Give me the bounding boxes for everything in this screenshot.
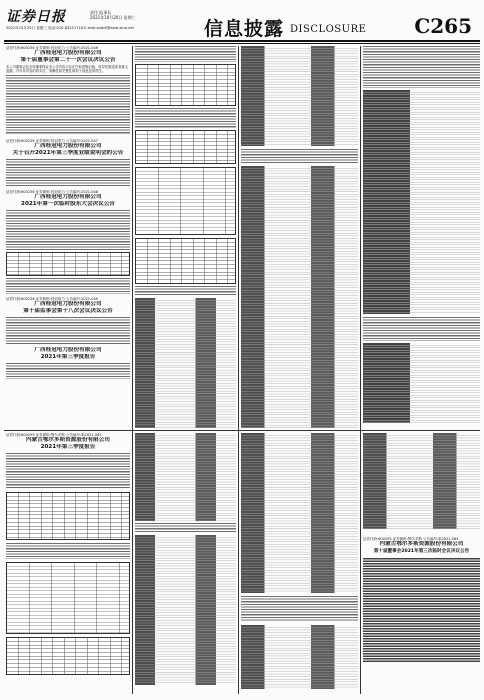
- report-body-text: [135, 46, 236, 62]
- column-1-upper: [6, 46, 130, 428]
- cash-flow-list: [241, 433, 358, 593]
- column-divider: [132, 46, 133, 694]
- shareholder-table: [135, 167, 236, 235]
- announcement-code: 证券代码:600236 证券简称:桂冠电力 公告编号:2021-046: [6, 46, 98, 50]
- announcement-code: 证券代码:600295 证券简称:鄂尔多斯 公告编号:临2021-063: [6, 433, 102, 437]
- page-number: C265: [414, 14, 472, 38]
- balance-sheet-list: [241, 46, 358, 146]
- masthead-small-line: 2021年10月20日 星期三: [90, 15, 136, 20]
- financial-data-table: [135, 130, 236, 164]
- announcement-company: 广西桂冠电力股份有限公司: [34, 347, 102, 353]
- announcement-company: 广西桂冠电力股份有限公司: [34, 301, 102, 307]
- column-3-lower: [241, 433, 358, 695]
- report-body-text: [241, 149, 358, 163]
- announcement-title: 2021年第三季度报告: [40, 444, 96, 450]
- board-notice: 本公司董事会及全体董事保证本公告内容不存在任何虚假记载、误导性陈述或者重大遗漏，并对其内容的真实性、准确性和完整性承担个别及连带责任。: [6, 65, 128, 73]
- announcement-title: 第十届董事会2021年第三次临时会议决议公告: [373, 549, 470, 554]
- report-body-text: [241, 596, 358, 622]
- announcement-title: 第十届董事会第二十一次会议决议公告: [20, 57, 116, 63]
- cash-flow-list: [241, 625, 358, 689]
- financial-data-table: [6, 637, 130, 675]
- balance-sheet-list: [135, 433, 236, 521]
- cash-flow-list: [363, 433, 480, 529]
- financial-data-table: [135, 238, 236, 284]
- announcement-code: 证券代码:600236 证券简称:桂冠电力 公告编号:2021-049: [6, 297, 98, 301]
- column-2-lower: [135, 433, 236, 695]
- announcement-body-text: [6, 75, 130, 135]
- announcement-code: 证券代码:600295 证券简称:鄂尔多斯 公告编号:临2021-064: [363, 537, 459, 541]
- masthead-rule-thin: [4, 43, 480, 44]
- column-3-upper: [241, 46, 358, 428]
- announcement-body-text: [6, 159, 130, 187]
- shareholder-table: [6, 562, 130, 634]
- column-4-lower: [363, 433, 480, 695]
- announcement-title: 第十届监事会第十八次会议决议公告: [23, 308, 113, 314]
- income-statement-list: [135, 535, 236, 685]
- announcement-title: 关于召开2021年第三季度业绩说明会的公告: [12, 150, 124, 156]
- column-divider: [360, 46, 361, 694]
- column-2-upper: [135, 46, 236, 428]
- cash-flow-list: [363, 343, 480, 423]
- section-title-english: DISCLOSURE: [290, 24, 367, 35]
- announcement-code: 证券代码:600236 证券简称:桂冠电力 公告编号:2021-048: [6, 190, 98, 194]
- announcement-company: 广西桂冠电力股份有限公司: [34, 194, 102, 200]
- announcement-body-text: [6, 543, 130, 559]
- column-1-lower: [6, 433, 130, 695]
- newspaper-logo: 证券日报: [6, 9, 66, 25]
- masthead-rule: [4, 40, 480, 42]
- announcement-company: 广西桂冠电力股份有限公司: [34, 143, 102, 149]
- balance-sheet-list: [135, 298, 236, 428]
- income-statement-list: [241, 166, 358, 428]
- announcement-company: 内蒙古鄂尔多斯资源股份有限公司: [379, 541, 464, 547]
- announcement-body-text: [6, 317, 130, 345]
- column-4-upper: [363, 46, 480, 428]
- column-divider: [238, 46, 239, 694]
- section-divider: [4, 430, 480, 431]
- announcement-title: 2021年第三季度报告: [40, 354, 96, 360]
- announcement-code: 证券代码:600236 证券简称:桂冠电力 公告编号:2021-047: [6, 139, 98, 143]
- report-body-text: [135, 523, 236, 533]
- report-body-text: [135, 108, 236, 128]
- masthead: [4, 4, 480, 44]
- announcement-body-text: [6, 278, 130, 294]
- announcement-body-text: [6, 210, 130, 250]
- report-body-text: [135, 286, 236, 296]
- financial-data-table: [135, 64, 236, 106]
- report-body-text: [363, 317, 480, 341]
- section-title: 信息披露: [204, 18, 285, 40]
- vote-results-table: [6, 252, 130, 276]
- announcement-body-text: [363, 558, 480, 662]
- announcement-body-text: [6, 453, 130, 489]
- announcement-company: 广西桂冠电力股份有限公司: [34, 50, 102, 56]
- masthead-small-text: [90, 10, 136, 20]
- report-body-text: [363, 46, 480, 88]
- income-statement-list: [363, 90, 480, 314]
- announcement-body-text: [6, 363, 130, 379]
- announcement-title: 2021年第一次临时股东大会决议公告: [21, 201, 115, 207]
- masthead-small-line: 责任 监事长: [90, 10, 112, 15]
- financial-data-table: [6, 492, 130, 540]
- announcement-company: 内蒙古鄂尔多斯资源股份有限公司: [26, 437, 110, 443]
- masthead-meta: 2021年10月20日 星期三 电话:010-83251716 E-mail:zqrb9@zqrb.sina.net: [6, 26, 134, 30]
